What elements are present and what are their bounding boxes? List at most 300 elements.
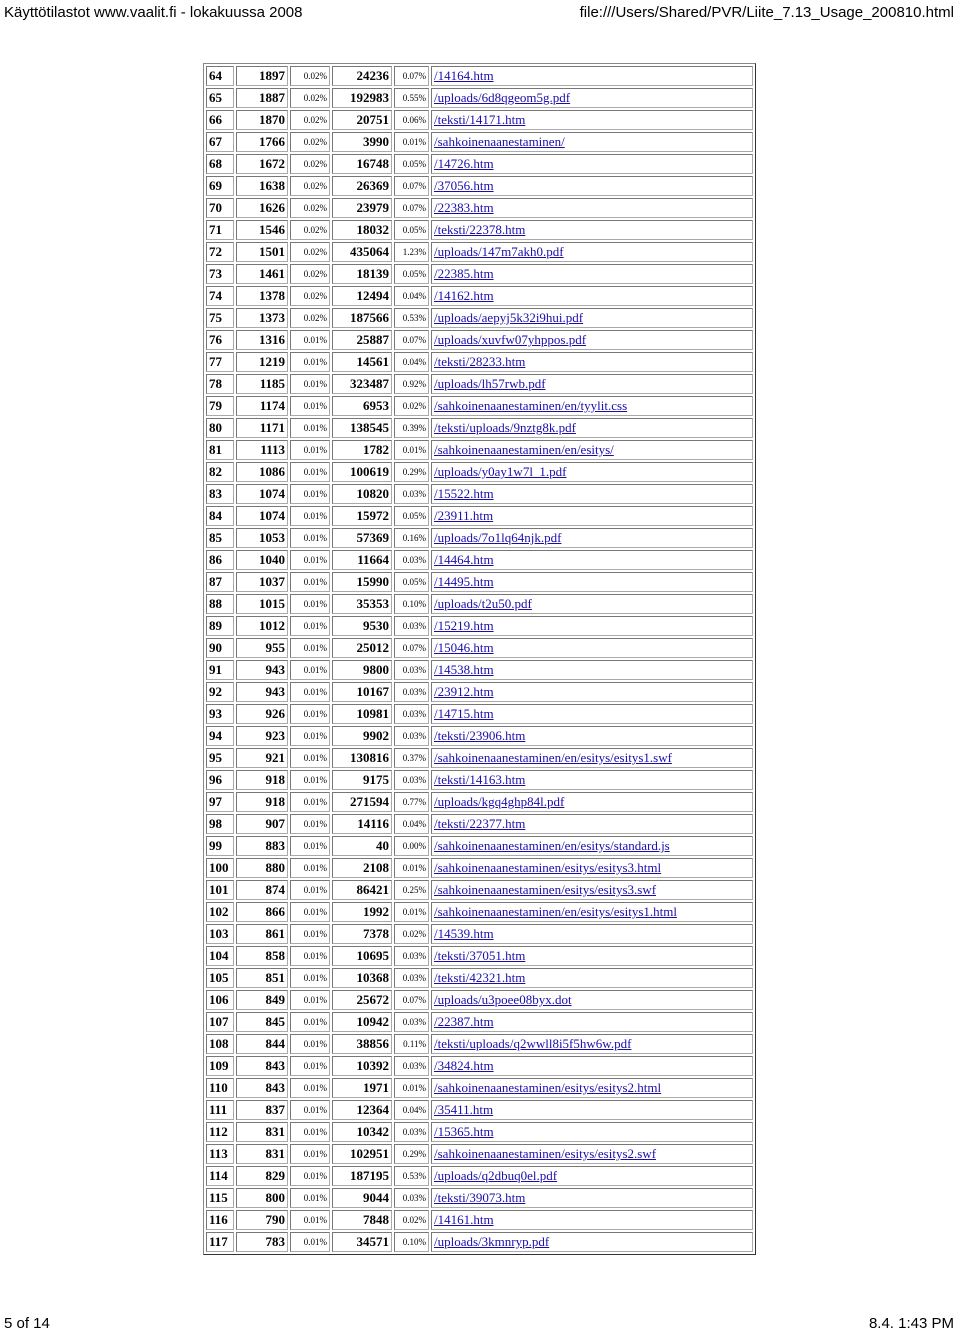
bytes-cell: 138545 xyxy=(332,418,392,438)
url-cell xyxy=(431,726,753,746)
url-cell xyxy=(431,242,753,262)
rank-cell: 79 xyxy=(206,396,234,416)
hits-cell: 1766 xyxy=(236,132,288,152)
hits-percent-cell: 0.01% xyxy=(290,1232,330,1252)
bytes-cell: 1782 xyxy=(332,440,392,460)
rank-cell: 94 xyxy=(206,726,234,746)
url-link[interactable]: /sahkoinenaanestaminen/en/esitys/ xyxy=(434,442,614,457)
url-cell xyxy=(431,638,753,658)
bytes-percent-cell: 0.03% xyxy=(394,946,429,966)
table-row xyxy=(206,550,753,570)
url-cell xyxy=(431,286,753,306)
bytes-cell: 10368 xyxy=(332,968,392,988)
bytes-cell: 10981 xyxy=(332,704,392,724)
table-row xyxy=(206,572,753,592)
bytes-cell: 12364 xyxy=(332,1100,392,1120)
bytes-percent-cell: 0.01% xyxy=(394,440,429,460)
page-header-url: file:///Users/Shared/PVR/Liite_7.13_Usage_200810.html xyxy=(579,4,954,21)
url-cell xyxy=(431,506,753,526)
rank-cell: 108 xyxy=(206,1034,234,1054)
url-link[interactable]: /14495.htm xyxy=(434,574,494,589)
table-row xyxy=(206,198,753,218)
hits-cell: 1897 xyxy=(236,66,288,86)
rank-cell: 84 xyxy=(206,506,234,526)
hits-cell: 845 xyxy=(236,1012,288,1032)
table-row xyxy=(206,110,753,130)
bytes-percent-cell: 0.92% xyxy=(394,374,429,394)
url-cell xyxy=(431,1056,753,1076)
bytes-percent-cell: 0.07% xyxy=(394,638,429,658)
url-cell xyxy=(431,308,753,328)
table-row xyxy=(206,836,753,856)
table-row xyxy=(206,1210,753,1230)
bytes-percent-cell: 0.03% xyxy=(394,1188,429,1208)
url-link[interactable]: /14539.htm xyxy=(434,926,494,941)
bytes-cell: 25012 xyxy=(332,638,392,658)
table-row xyxy=(206,792,753,812)
url-link[interactable]: /sahkoinenaanestaminen/ xyxy=(434,134,565,149)
rank-cell: 101 xyxy=(206,880,234,900)
url-cell xyxy=(431,1210,753,1230)
hits-percent-cell: 0.01% xyxy=(290,506,330,526)
bytes-cell: 9044 xyxy=(332,1188,392,1208)
url-link[interactable]: /15522.htm xyxy=(434,486,494,501)
bytes-cell: 26369 xyxy=(332,176,392,196)
bytes-cell: 86421 xyxy=(332,880,392,900)
bytes-cell: 10392 xyxy=(332,1056,392,1076)
url-link[interactable]: /sahkoinenaanestaminen/en/esitys/standard.js xyxy=(434,838,670,853)
hits-cell: 1074 xyxy=(236,506,288,526)
url-link[interactable]: /uploads/xuvfw07yhppos.pdf xyxy=(434,332,587,347)
rank-cell: 117 xyxy=(206,1232,234,1252)
rank-cell: 87 xyxy=(206,572,234,592)
url-link[interactable]: /uploads/3kmnryp.pdf xyxy=(434,1234,550,1249)
bytes-percent-cell: 0.25% xyxy=(394,880,429,900)
url-cell xyxy=(431,1100,753,1120)
bytes-percent-cell: 0.05% xyxy=(394,506,429,526)
rank-cell: 71 xyxy=(206,220,234,240)
rank-cell: 91 xyxy=(206,660,234,680)
rank-cell: 89 xyxy=(206,616,234,636)
hits-percent-cell: 0.02% xyxy=(290,198,330,218)
bytes-cell: 9902 xyxy=(332,726,392,746)
url-cell xyxy=(431,550,753,570)
url-link[interactable]: /teksti/37051.htm xyxy=(434,948,526,963)
table-row xyxy=(206,682,753,702)
rank-cell: 73 xyxy=(206,264,234,284)
bytes-cell: 10942 xyxy=(332,1012,392,1032)
url-cell xyxy=(431,176,753,196)
url-link[interactable]: /sahkoinenaanestaminen/esitys/esitys2.swf xyxy=(434,1146,657,1161)
url-link[interactable]: /15046.htm xyxy=(434,640,494,655)
url-link[interactable]: /14164.htm xyxy=(434,68,494,83)
table-row xyxy=(206,726,753,746)
url-link[interactable]: /sahkoinenaanestaminen/en/esitys/esitys1.html xyxy=(434,904,677,919)
hits-percent-cell: 0.01% xyxy=(290,792,330,812)
hits-percent-cell: 0.02% xyxy=(290,110,330,130)
url-link[interactable]: /23912.htm xyxy=(434,684,494,699)
url-link[interactable]: /teksti/28233.htm xyxy=(434,354,526,369)
hits-cell: 907 xyxy=(236,814,288,834)
table-row xyxy=(206,132,753,152)
hits-percent-cell: 0.01% xyxy=(290,1144,330,1164)
rank-cell: 105 xyxy=(206,968,234,988)
hits-cell: 1870 xyxy=(236,110,288,130)
url-cell xyxy=(431,858,753,878)
url-link[interactable]: /uploads/6d8qgeom5g.pdf xyxy=(434,90,571,105)
url-link[interactable]: /teksti/14163.htm xyxy=(434,772,526,787)
hits-percent-cell: 0.01% xyxy=(290,374,330,394)
url-link[interactable]: /teksti/uploads/q2wwll8i5f5hw6w.pdf xyxy=(434,1036,632,1051)
url-link[interactable]: /uploads/aepyj5k32i9hui.pdf xyxy=(434,310,584,325)
bytes-cell: 25672 xyxy=(332,990,392,1010)
bytes-cell: 34571 xyxy=(332,1232,392,1252)
bytes-percent-cell: 0.07% xyxy=(394,330,429,350)
hits-cell: 1378 xyxy=(236,286,288,306)
bytes-cell: 14116 xyxy=(332,814,392,834)
hits-percent-cell: 0.01% xyxy=(290,902,330,922)
bytes-cell: 24236 xyxy=(332,66,392,86)
url-link[interactable]: /uploads/kgq4ghp84l.pdf xyxy=(434,794,565,809)
hits-cell: 1040 xyxy=(236,550,288,570)
hits-percent-cell: 0.02% xyxy=(290,176,330,196)
rank-cell: 85 xyxy=(206,528,234,548)
rank-cell: 97 xyxy=(206,792,234,812)
rank-cell: 107 xyxy=(206,1012,234,1032)
url-link[interactable]: /14726.htm xyxy=(434,156,494,171)
hits-percent-cell: 0.02% xyxy=(290,264,330,284)
rank-cell: 72 xyxy=(206,242,234,262)
bytes-percent-cell: 0.03% xyxy=(394,726,429,746)
bytes-percent-cell: 0.05% xyxy=(394,154,429,174)
table-row xyxy=(206,1188,753,1208)
url-cell xyxy=(431,484,753,504)
rank-cell: 98 xyxy=(206,814,234,834)
hits-cell: 844 xyxy=(236,1034,288,1054)
rank-cell: 95 xyxy=(206,748,234,768)
hits-percent-cell: 0.01% xyxy=(290,1122,330,1142)
table-row xyxy=(206,330,753,350)
hits-percent-cell: 0.01% xyxy=(290,682,330,702)
rank-cell: 78 xyxy=(206,374,234,394)
url-link[interactable]: /14161.htm xyxy=(434,1212,494,1227)
hits-percent-cell: 0.01% xyxy=(290,770,330,790)
bytes-percent-cell: 0.01% xyxy=(394,902,429,922)
bytes-percent-cell: 0.04% xyxy=(394,814,429,834)
table-row xyxy=(206,748,753,768)
table-row xyxy=(206,154,753,174)
hits-cell: 1501 xyxy=(236,242,288,262)
bytes-cell: 25887 xyxy=(332,330,392,350)
hits-percent-cell: 0.01% xyxy=(290,1166,330,1186)
hits-percent-cell: 0.02% xyxy=(290,66,330,86)
bytes-cell: 1971 xyxy=(332,1078,392,1098)
bytes-cell: 1992 xyxy=(332,902,392,922)
hits-cell: 1638 xyxy=(236,176,288,196)
bytes-cell: 130816 xyxy=(332,748,392,768)
rank-cell: 116 xyxy=(206,1210,234,1230)
url-cell xyxy=(431,990,753,1010)
bytes-cell: 12494 xyxy=(332,286,392,306)
url-link[interactable]: /uploads/u3poee08byx.dot xyxy=(434,992,572,1007)
url-link[interactable]: /23911.htm xyxy=(434,508,494,523)
rank-cell: 66 xyxy=(206,110,234,130)
table-row xyxy=(206,66,753,86)
hits-percent-cell: 0.01% xyxy=(290,924,330,944)
url-cell xyxy=(431,352,753,372)
bytes-percent-cell: 0.03% xyxy=(394,660,429,680)
rank-cell: 112 xyxy=(206,1122,234,1142)
url-link[interactable]: /35411.htm xyxy=(434,1102,494,1117)
usage-table-body xyxy=(206,66,753,1252)
hits-cell: 1053 xyxy=(236,528,288,548)
hits-cell: 880 xyxy=(236,858,288,878)
bytes-percent-cell: 0.03% xyxy=(394,1122,429,1142)
hits-percent-cell: 0.01% xyxy=(290,858,330,878)
bytes-percent-cell: 0.53% xyxy=(394,1166,429,1186)
table-row xyxy=(206,924,753,944)
hits-cell: 1171 xyxy=(236,418,288,438)
url-link[interactable]: /15365.htm xyxy=(434,1124,494,1139)
rank-cell: 67 xyxy=(206,132,234,152)
url-cell xyxy=(431,1012,753,1032)
bytes-percent-cell: 1.23% xyxy=(394,242,429,262)
hits-cell: 866 xyxy=(236,902,288,922)
url-link[interactable]: /teksti/14171.htm xyxy=(434,112,526,127)
url-link[interactable]: /teksti/22378.htm xyxy=(434,222,526,237)
url-link[interactable]: /uploads/y0ay1w7l_1.pdf xyxy=(434,464,567,479)
table-row xyxy=(206,616,753,636)
bytes-cell: 10820 xyxy=(332,484,392,504)
rank-cell: 68 xyxy=(206,154,234,174)
table-row xyxy=(206,1122,753,1142)
table-row xyxy=(206,1034,753,1054)
rank-cell: 109 xyxy=(206,1056,234,1076)
table-row xyxy=(206,88,753,108)
hits-percent-cell: 0.01% xyxy=(290,418,330,438)
hits-cell: 1012 xyxy=(236,616,288,636)
url-link[interactable]: /15219.htm xyxy=(434,618,494,633)
rank-cell: 82 xyxy=(206,462,234,482)
bytes-cell: 35353 xyxy=(332,594,392,614)
rank-cell: 80 xyxy=(206,418,234,438)
hits-cell: 921 xyxy=(236,748,288,768)
hits-cell: 1086 xyxy=(236,462,288,482)
bytes-percent-cell: 0.02% xyxy=(394,1210,429,1230)
bytes-cell: 3990 xyxy=(332,132,392,152)
bytes-percent-cell: 0.03% xyxy=(394,484,429,504)
url-link[interactable]: /uploads/t2u50.pdf xyxy=(434,596,532,611)
bytes-percent-cell: 0.03% xyxy=(394,682,429,702)
hits-cell: 800 xyxy=(236,1188,288,1208)
url-cell xyxy=(431,792,753,812)
hits-percent-cell: 0.01% xyxy=(290,814,330,834)
url-cell xyxy=(431,836,753,856)
url-cell xyxy=(431,396,753,416)
hits-percent-cell: 0.01% xyxy=(290,550,330,570)
bytes-cell: 20751 xyxy=(332,110,392,130)
rank-cell: 115 xyxy=(206,1188,234,1208)
hits-cell: 1546 xyxy=(236,220,288,240)
url-link[interactable]: /34824.htm xyxy=(434,1058,494,1073)
table-row xyxy=(206,528,753,548)
rank-cell: 113 xyxy=(206,1144,234,1164)
hits-percent-cell: 0.02% xyxy=(290,88,330,108)
bytes-percent-cell: 0.01% xyxy=(394,132,429,152)
rank-cell: 100 xyxy=(206,858,234,878)
bytes-cell: 187195 xyxy=(332,1166,392,1186)
bytes-cell: 14561 xyxy=(332,352,392,372)
bytes-percent-cell: 0.07% xyxy=(394,66,429,86)
table-row xyxy=(206,462,753,482)
rank-cell: 74 xyxy=(206,286,234,306)
hits-cell: 883 xyxy=(236,836,288,856)
hits-percent-cell: 0.01% xyxy=(290,880,330,900)
url-link[interactable]: /teksti/42321.htm xyxy=(434,970,526,985)
hits-percent-cell: 0.02% xyxy=(290,220,330,240)
bytes-percent-cell: 0.04% xyxy=(394,352,429,372)
rank-cell: 70 xyxy=(206,198,234,218)
rank-cell: 104 xyxy=(206,946,234,966)
table-row xyxy=(206,352,753,372)
hits-cell: 1037 xyxy=(236,572,288,592)
hits-cell: 918 xyxy=(236,792,288,812)
hits-percent-cell: 0.01% xyxy=(290,660,330,680)
bytes-percent-cell: 0.03% xyxy=(394,616,429,636)
usage-table xyxy=(203,63,756,1255)
bytes-cell: 9530 xyxy=(332,616,392,636)
url-link[interactable]: /teksti/uploads/9nztg8k.pdf xyxy=(434,420,576,435)
hits-percent-cell: 0.02% xyxy=(290,308,330,328)
bytes-cell: 15972 xyxy=(332,506,392,526)
bytes-cell: 323487 xyxy=(332,374,392,394)
hits-cell: 843 xyxy=(236,1056,288,1076)
table-row xyxy=(206,660,753,680)
hits-percent-cell: 0.01% xyxy=(290,616,330,636)
page-header-title: Käyttötilastot www.vaalit.fi - lokakuussa 2008 xyxy=(4,4,303,21)
url-link[interactable]: /teksti/22377.htm xyxy=(434,816,526,831)
hits-cell: 926 xyxy=(236,704,288,724)
table-row xyxy=(206,264,753,284)
hits-cell: 918 xyxy=(236,770,288,790)
url-link[interactable]: /uploads/7o1lq64njk.pdf xyxy=(434,530,562,545)
rank-cell: 81 xyxy=(206,440,234,460)
bytes-percent-cell: 0.55% xyxy=(394,88,429,108)
hits-percent-cell: 0.01% xyxy=(290,748,330,768)
bytes-cell: 271594 xyxy=(332,792,392,812)
bytes-cell: 100619 xyxy=(332,462,392,482)
url-cell xyxy=(431,66,753,86)
hits-percent-cell: 0.01% xyxy=(290,1034,330,1054)
hits-cell: 831 xyxy=(236,1144,288,1164)
url-link[interactable]: /sahkoinenaanestaminen/esitys/esitys3.html xyxy=(434,860,662,875)
bytes-cell: 23979 xyxy=(332,198,392,218)
hits-cell: 851 xyxy=(236,968,288,988)
table-row xyxy=(206,880,753,900)
table-row xyxy=(206,1166,753,1186)
hits-cell: 861 xyxy=(236,924,288,944)
table-row xyxy=(206,1078,753,1098)
url-cell xyxy=(431,660,753,680)
url-link[interactable]: /uploads/147m7akh0.pdf xyxy=(434,244,564,259)
url-link[interactable]: /22385.htm xyxy=(434,266,494,281)
bytes-percent-cell: 0.07% xyxy=(394,198,429,218)
url-link[interactable]: /uploads/q2dbuq0el.pdf xyxy=(434,1168,558,1183)
url-link[interactable]: /teksti/39073.htm xyxy=(434,1190,526,1205)
bytes-percent-cell: 0.03% xyxy=(394,1056,429,1076)
url-link[interactable]: /14538.htm xyxy=(434,662,494,677)
url-link[interactable]: /sahkoinenaanestaminen/en/tyylit.css xyxy=(434,398,628,413)
bytes-percent-cell: 0.77% xyxy=(394,792,429,812)
bytes-percent-cell: 0.39% xyxy=(394,418,429,438)
hits-percent-cell: 0.01% xyxy=(290,594,330,614)
table-row xyxy=(206,506,753,526)
table-row xyxy=(206,1144,753,1164)
url-link[interactable]: /22387.htm xyxy=(434,1014,494,1029)
hits-cell: 1074 xyxy=(236,484,288,504)
print-timestamp: 8.4. 1:43 PM xyxy=(868,1315,954,1332)
url-link[interactable]: /22383.htm xyxy=(434,200,494,215)
hits-cell: 858 xyxy=(236,946,288,966)
url-link[interactable]: /14715.htm xyxy=(434,706,494,721)
url-link[interactable]: /14162.htm xyxy=(434,288,494,303)
bytes-percent-cell: 0.02% xyxy=(394,396,429,416)
rank-cell: 99 xyxy=(206,836,234,856)
bytes-cell: 18139 xyxy=(332,264,392,284)
table-row xyxy=(206,286,753,306)
url-cell xyxy=(431,374,753,394)
url-link[interactable]: /sahkoinenaanestaminen/en/esitys/esitys1.swf xyxy=(434,750,672,765)
hits-percent-cell: 0.02% xyxy=(290,132,330,152)
rank-cell: 83 xyxy=(206,484,234,504)
url-link[interactable]: /uploads/lh57rwb.pdf xyxy=(434,376,546,391)
url-link[interactable]: /sahkoinenaanestaminen/esitys/esitys3.swf xyxy=(434,882,657,897)
bytes-cell: 38856 xyxy=(332,1034,392,1054)
hits-percent-cell: 0.01% xyxy=(290,330,330,350)
bytes-percent-cell: 0.07% xyxy=(394,176,429,196)
bytes-percent-cell: 0.16% xyxy=(394,528,429,548)
hits-percent-cell: 0.01% xyxy=(290,396,330,416)
url-link[interactable]: /14464.htm xyxy=(434,552,494,567)
url-cell xyxy=(431,1232,753,1252)
url-cell xyxy=(431,528,753,548)
hits-percent-cell: 0.01% xyxy=(290,352,330,372)
hits-percent-cell: 0.01% xyxy=(290,462,330,482)
bytes-percent-cell: 0.10% xyxy=(394,594,429,614)
hits-percent-cell: 0.01% xyxy=(290,836,330,856)
url-cell xyxy=(431,154,753,174)
url-cell xyxy=(431,220,753,240)
hits-cell: 829 xyxy=(236,1166,288,1186)
url-link[interactable]: /37056.htm xyxy=(434,178,494,193)
url-link[interactable]: /teksti/23906.htm xyxy=(434,728,526,743)
url-link[interactable]: /sahkoinenaanestaminen/esitys/esitys2.html xyxy=(434,1080,662,1095)
rank-cell: 114 xyxy=(206,1166,234,1186)
hits-cell: 1461 xyxy=(236,264,288,284)
table-row xyxy=(206,220,753,240)
rank-cell: 65 xyxy=(206,88,234,108)
url-cell xyxy=(431,814,753,834)
table-row xyxy=(206,374,753,394)
hits-cell: 1174 xyxy=(236,396,288,416)
bytes-percent-cell: 0.11% xyxy=(394,1034,429,1054)
bytes-percent-cell: 0.03% xyxy=(394,550,429,570)
bytes-cell: 435064 xyxy=(332,242,392,262)
url-cell xyxy=(431,946,753,966)
bytes-percent-cell: 0.07% xyxy=(394,990,429,1010)
hits-cell: 923 xyxy=(236,726,288,746)
bytes-cell: 9800 xyxy=(332,660,392,680)
